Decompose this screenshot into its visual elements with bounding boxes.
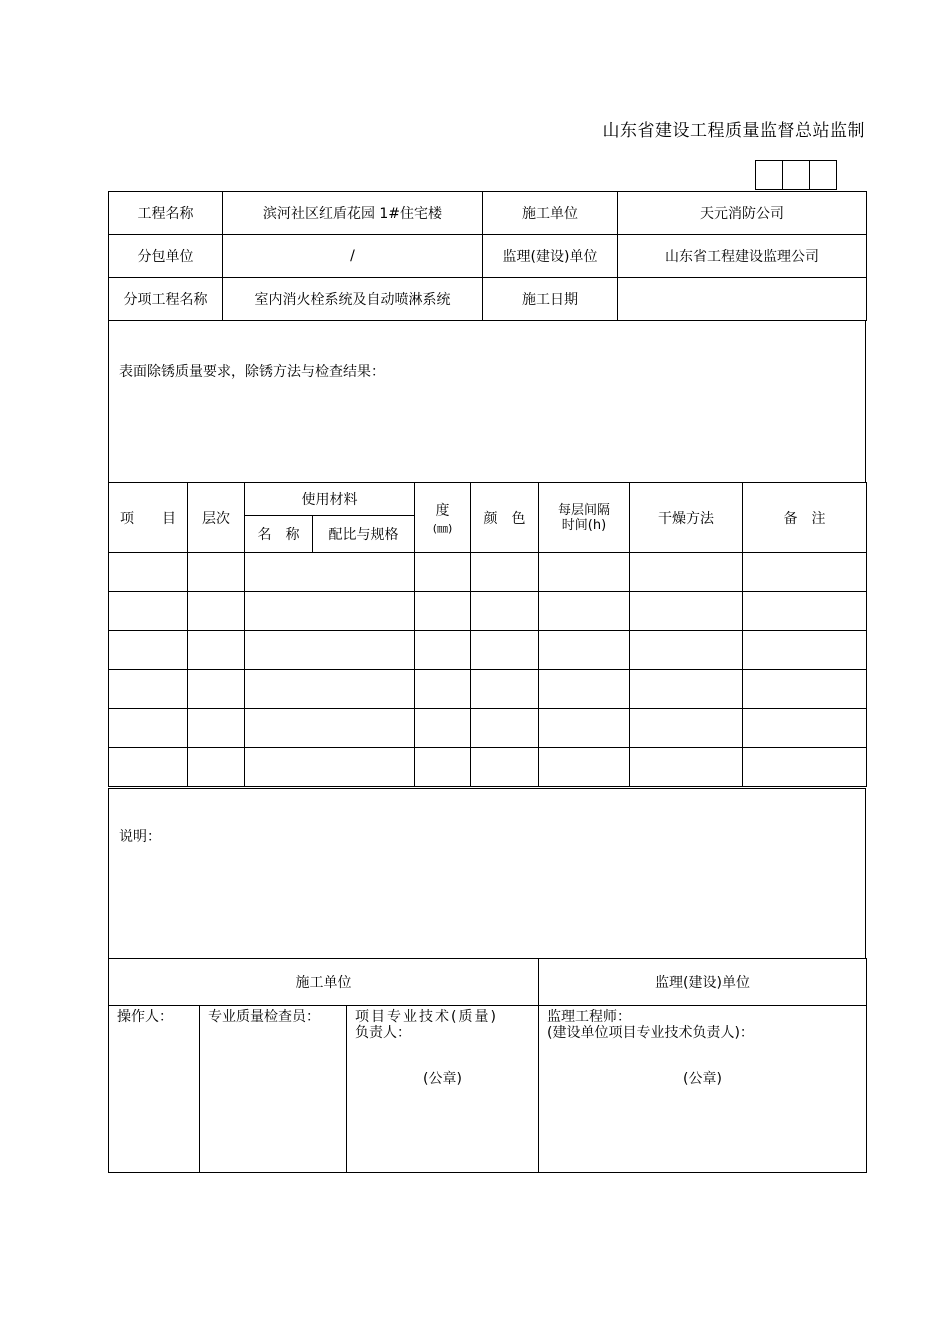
inspector-cell[interactable]	[200, 1006, 347, 1173]
subcontractor-label: 分包单位	[109, 235, 223, 278]
supervisor-value[interactable]: 山东省工程建设监理公司	[618, 235, 867, 278]
col-material-header: 使用材料	[245, 483, 415, 516]
signature-body-row	[109, 1006, 867, 1173]
subitem-row	[109, 278, 867, 321]
cell-drying[interactable]	[630, 592, 743, 631]
cell-layer[interactable]	[188, 592, 245, 631]
contractor-label: 施工单位	[483, 192, 618, 235]
cell-layer[interactable]	[188, 631, 245, 670]
cell-item[interactable]	[109, 709, 188, 748]
cell-remark[interactable]	[743, 709, 867, 748]
cell-color[interactable]	[471, 592, 539, 631]
cell-material[interactable]	[245, 709, 415, 748]
cell-material[interactable]	[245, 631, 415, 670]
operator-label: 操作人：	[117, 1009, 173, 1025]
cell-thickness[interactable]	[415, 592, 471, 631]
code-box-2[interactable]	[782, 160, 809, 190]
supervisor-seal: (公章)	[683, 1071, 722, 1087]
table-row	[109, 670, 867, 709]
cell-layer[interactable]	[188, 748, 245, 787]
table-row	[109, 709, 867, 748]
tech-lead-label-2: 负责人：	[355, 1025, 411, 1041]
cell-color[interactable]	[471, 553, 539, 592]
cell-drying[interactable]	[630, 748, 743, 787]
tech-lead-cell[interactable]	[347, 1006, 539, 1173]
table-row	[109, 748, 867, 787]
cell-material[interactable]	[245, 553, 415, 592]
supervisor-label: 监理(建设)单位	[483, 235, 618, 278]
col-interval-line-2: 时间(h)	[561, 517, 607, 533]
cell-thickness[interactable]	[415, 748, 471, 787]
project-name-value[interactable]: 滨河社区红盾花园 1#住宅楼	[223, 192, 483, 235]
col-thickness-unit: (㎜)	[432, 521, 453, 535]
cell-color[interactable]	[471, 709, 539, 748]
date-value[interactable]	[618, 278, 867, 321]
engineer-label-2: (建设单位项目专业技术负责人)：	[547, 1025, 754, 1041]
rust-section	[108, 320, 866, 483]
code-box-3[interactable]	[809, 160, 837, 190]
col-interval-header	[539, 483, 630, 553]
col-color-header: 颜 色	[471, 483, 539, 553]
signature-section	[108, 958, 867, 1173]
cell-remark[interactable]	[743, 670, 867, 709]
col-name-header: 名 称	[245, 516, 313, 553]
cell-remark[interactable]	[743, 631, 867, 670]
cell-color[interactable]	[471, 631, 539, 670]
cell-item[interactable]	[109, 748, 188, 787]
cell-remark[interactable]	[743, 592, 867, 631]
project-name-row	[109, 192, 867, 235]
col-thickness-header	[415, 483, 471, 553]
table-row	[109, 592, 867, 631]
engineer-label-1: 监理工程师：	[547, 1009, 631, 1025]
cell-interval[interactable]	[539, 631, 630, 670]
contractor-value[interactable]: 天元消防公司	[618, 192, 867, 235]
cell-color[interactable]	[471, 748, 539, 787]
project-info-table	[108, 191, 867, 321]
col-item-header: 项 目	[109, 483, 188, 553]
cell-interval[interactable]	[539, 748, 630, 787]
note-label: 说明：	[119, 829, 161, 845]
cell-material[interactable]	[245, 748, 415, 787]
cell-thickness[interactable]	[415, 709, 471, 748]
table-row	[109, 631, 867, 670]
note-cell[interactable]	[109, 789, 866, 959]
cell-layer[interactable]	[188, 709, 245, 748]
contractor-sign-header: 施工单位	[109, 959, 539, 1006]
col-layer-header: 层次	[188, 483, 245, 553]
cell-material[interactable]	[245, 670, 415, 709]
tech-lead-label-1: 项目专业技术(质量)	[355, 1009, 498, 1025]
signature-header-row	[109, 959, 867, 1006]
cell-item[interactable]	[109, 553, 188, 592]
cell-remark[interactable]	[743, 553, 867, 592]
code-box-1[interactable]	[755, 160, 782, 190]
col-interval-line-1: 每层间隔	[557, 502, 610, 518]
cell-interval[interactable]	[539, 592, 630, 631]
cell-drying[interactable]	[630, 670, 743, 709]
subitem-label: 分项工程名称	[109, 278, 223, 321]
form-issuer: 山东省建设工程质量监督总站监制	[602, 121, 865, 141]
cell-thickness[interactable]	[415, 553, 471, 592]
cell-drying[interactable]	[630, 553, 743, 592]
rust-cell[interactable]	[109, 321, 866, 483]
cell-thickness[interactable]	[415, 631, 471, 670]
cell-interval[interactable]	[539, 670, 630, 709]
project-name-label: 工程名称	[109, 192, 223, 235]
col-thickness-label: 度	[435, 502, 450, 519]
col-remark-header: 备 注	[743, 483, 867, 553]
form-code-boxes	[755, 160, 837, 191]
cell-layer[interactable]	[188, 670, 245, 709]
cell-item[interactable]	[109, 592, 188, 631]
cell-item[interactable]	[109, 631, 188, 670]
subcontractor-value[interactable]: /	[223, 235, 483, 278]
cell-drying[interactable]	[630, 709, 743, 748]
date-label: 施工日期	[483, 278, 618, 321]
inspector-label: 专业质量检查员：	[208, 1009, 320, 1025]
note-section	[108, 788, 866, 959]
contractor-seal: (公章)	[423, 1071, 462, 1087]
supervisor-sign-header: 监理(建设)单位	[539, 959, 867, 1006]
table-row	[109, 553, 867, 592]
coating-table	[108, 482, 867, 787]
cell-drying[interactable]	[630, 631, 743, 670]
cell-interval[interactable]	[539, 709, 630, 748]
cell-color[interactable]	[471, 670, 539, 709]
cell-item[interactable]	[109, 670, 188, 709]
rust-label: 表面除锈质量要求，除锈方法与检查结果：	[119, 364, 385, 380]
cell-thickness[interactable]	[415, 670, 471, 709]
operator-cell[interactable]	[109, 1006, 200, 1173]
cell-remark[interactable]	[743, 748, 867, 787]
cell-layer[interactable]	[188, 553, 245, 592]
col-drying-header: 干燥方法	[630, 483, 743, 553]
cell-material[interactable]	[245, 592, 415, 631]
cell-interval[interactable]	[539, 553, 630, 592]
col-ratio-header: 配比与规格	[313, 516, 415, 553]
subcontractor-row	[109, 235, 867, 278]
engineer-cell[interactable]	[539, 1006, 867, 1173]
coating-header-row-1	[109, 483, 867, 516]
subitem-value[interactable]: 室内消火栓系统及自动喷淋系统	[223, 278, 483, 321]
